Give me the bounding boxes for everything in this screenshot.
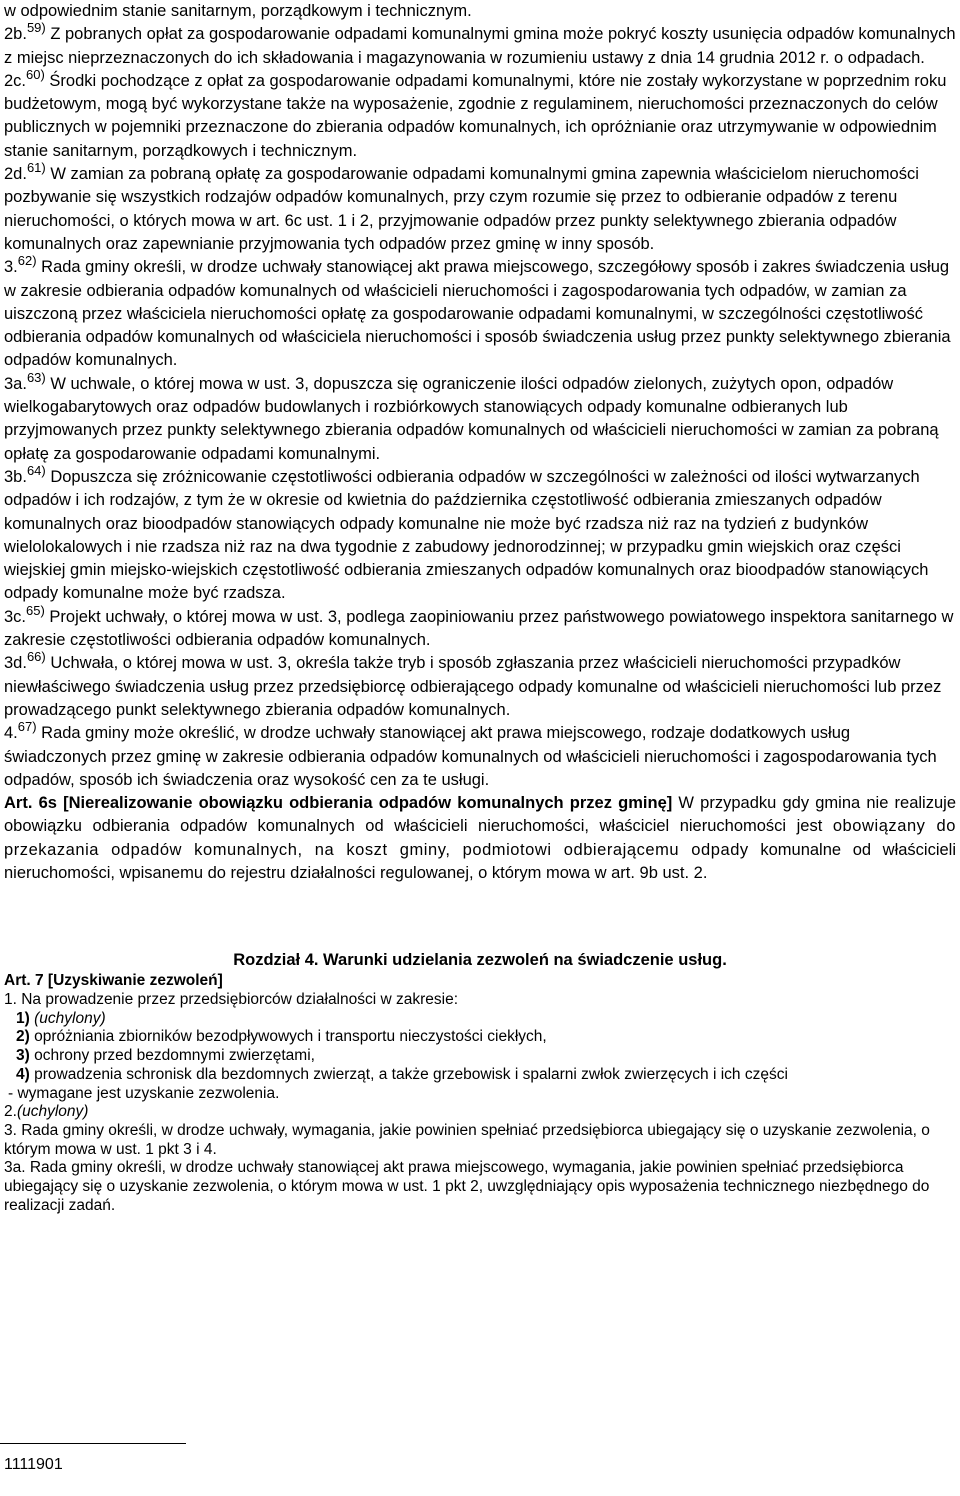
paragraph [4, 253, 956, 372]
article-6s-text-rest: komunalne od właścicieli nieruchomości, wpisanemu do rejestru działalności regulowanej, o którym mowa w art. 9b ust. 2. [4, 840, 957, 882]
paragraph-text: Rada gminy określi, w drodze uchwały stanowiącej akt prawa miejscowego, szczegółowy sposób i zakres świadczenia usług w zakresie odbierania odpadów komunalnych od właścicieli nieruchomości i zagospodarowania tych odpadów, w zamian za uiszczoną przez właściciela nieruchomości opłatę za gospodarowanie odpadami komunalnymi, w szczególności częstotliwość odbierania odpadów komunalnych od właściciela nieruchomości i sposób świadczenia usług przez punkty selektywnego zbierania odpadów komunalnych. [4, 258, 951, 370]
article-6s [4, 792, 956, 885]
footnote-ref: 61) [26, 160, 46, 176]
paragraph-number: 3d. [4, 654, 27, 673]
paragraph [4, 160, 956, 256]
article-7-paragraph-3: 3. Rada gminy określi, w drodze uchwały, wymagania, jakie powinien spełniać przedsiębiorca ubiegający się o uzyskanie zezwolenia, o którym mowa w ust. 1 pkt 3 i 4. [4, 1121, 930, 1158]
list-item-number: 3) [16, 1047, 30, 1065]
list-item-number: 2) [16, 1028, 30, 1046]
article-7-required: - wymagane jest uzyskanie zezwolenia. [8, 1084, 280, 1102]
paragraph-number: 2d. [4, 165, 27, 184]
article-7-paragraph-2-num: 2. [4, 1103, 17, 1121]
paragraph [4, 369, 956, 466]
article-6s-text-spaced: obowiązany do przekazania odpadów komunalnych, na koszt gminy, podmiotowi odbierającemu odpady [4, 817, 956, 859]
footnote-ref: 63) [26, 369, 46, 385]
article-6s-text-first: W przypadku gdy gmina nie realizuje obowiązku odbierania odpadów komunalnych od właścicieli nieruchomości, właściciel nieruchomości jest [4, 794, 956, 836]
list-item [4, 1066, 956, 1085]
paragraph-list [4, 20, 956, 792]
article-7-paragraph-2 [4, 1103, 956, 1122]
footnote-ref: 65) [26, 602, 45, 618]
footnote-ref: 60) [26, 66, 45, 82]
list-item [4, 1047, 956, 1066]
paragraph [4, 649, 956, 722]
paragraph [4, 602, 956, 653]
paragraph-number: 3. [4, 258, 18, 277]
paragraph-text: Rada gminy może określić, w drodze uchwały stanowiącej akt prawa miejscowego, rodzaje dodatkowych usług świadczonych przez gminę w zakresie odbierania odpadów komunalnych od właścicieli nieruchomości i zagospodarowania tych odpadów, sposób ich świadczenia oraz wysokość cen za te usługi. [4, 724, 937, 789]
list-item [4, 1028, 956, 1047]
footnote-ref: 62) [17, 253, 37, 269]
list-item-text: (uchylony) [34, 1009, 106, 1027]
paragraph-number: 4. [4, 724, 18, 743]
footer-rule [0, 1443, 186, 1444]
article-7-paragraph-3a: 3a. Rada gminy określi, w drodze uchwały stanowiącej akt prawa miejscowego, wymagania, jakie powinien spełniać przedsiębiorca ubiegający się o uzyskanie zezwolenia, o którym mowa w ust. 1 pkt 2, uwzględniający opis wyposażenia technicznego niezbędnego do realizacji zadań. [4, 1159, 930, 1214]
article-7-title: Art. 7 [Uzyskiwanie zezwoleń] [4, 972, 223, 990]
list-item-number: 1) [16, 1009, 30, 1027]
paragraph [4, 20, 956, 70]
paragraph-text: W uchwale, o której mowa w ust. 3, dopuszcza się ograniczenie ilości odpadów zielonych, zużytych opon, odpadów wielkogabarytowych oraz odpadów budowlanych i rozbiórkowych stanowiących odpady komunalne odbieranych lub przyjmowanych przez punkty selektywnego zbierania odpadów komunalnych od właścicieli nieruchomości w zamian za pobraną opłatę za gospodarowanie odpadami komunalnymi. [4, 374, 939, 463]
footnote-ref: 66) [26, 649, 46, 665]
paragraph [4, 66, 956, 163]
list-item-number: 4) [16, 1065, 30, 1083]
paragraph [4, 719, 956, 792]
paragraph [4, 462, 956, 606]
paragraph-number: 3b. [4, 467, 27, 486]
list-item [4, 1010, 956, 1029]
article-7-paragraph-1: 1. Na prowadzenie przez przedsiębiorców działalności w zakresie: [4, 990, 459, 1008]
document-page [4, 0, 956, 1215]
footnote-ref: 64) [26, 462, 46, 478]
footnote-ref: 67) [17, 719, 37, 735]
paragraph-text: Środki pochodzące z opłat za gospodarowanie odpadami komunalnymi, które nie zostały wykorzystane w poprzednim roku budżetowym, mogą być wykorzystane także na wyposażenie, zgodnie z regulaminem, nieruchomości przeznaczonych do celów publicznych w pojemniki przeznaczone do zbierania odpadów komunalnych, ich opróżnianie oraz utrzymywanie w odpowiednim stanie sanitarnym, porządkowych i technicznym. [4, 71, 947, 160]
paragraph-text: Uchwała, o której mowa w ust. 3, określa także tryb i sposób zgłaszania przez właścicieli nieruchomości przypadków niewłaściwego świadczenia usług przez przedsiębiorcę odbierającego odpady komunalne od właścicieli nieruchomości lub przez prowadzącego punkt selektywnego zbierania odpadów komunalnych. [4, 654, 942, 719]
footnote-ref: 59) [26, 20, 46, 36]
paragraph-text: Z pobranych opłat za gospodarowanie odpadami komunalnymi gmina może pokryć koszty usunięcia odpadów komunalnych z miejsc nieprzeznaczonych do ich składowania i magazynowania w rozumieniu ustawy z dnia 14 grudnia 2012 r. o odpadach. [4, 25, 956, 67]
list-item-text: ochrony przed bezdomnymi zwierzętami, [34, 1047, 315, 1065]
article-7-item-list [4, 1010, 956, 1085]
paragraph-number: 3c. [4, 607, 27, 626]
article-7-paragraph-2-text: (uchylony) [16, 1103, 89, 1121]
paragraph-text: Projekt uchwały, o której mowa w ust. 3, podlega zaopiniowaniu przez państwowego powiatowego inspektora sanitarnego w zakresie częstotliwości odbierania odpadów komunalnych. [4, 607, 954, 650]
paragraph-number: 2b. [4, 25, 27, 44]
fragment-top: w odpowiednim stanie sanitarnym, porządkowym i technicznym. [4, 2, 472, 20]
paragraph-number: 3a. [4, 374, 27, 393]
chapter-heading: Rozdział 4. Warunki udzielania zezwoleń na świadczenie usług. [233, 951, 727, 970]
list-item-text: opróżniania zbiorników bezodpływowych i transportu nieczystości ciekłych, [34, 1028, 547, 1046]
paragraph-text: W zamian za pobraną opłatę za gospodarowanie odpadami komunalnymi gmina zapewnia właścicielom nieruchomości pozbywanie się wszystkich rodzajów odpadów komunalnych, przy czym rozumie się przez to odbieranie odpadów z terenu nieruchomości, o których mowa w art. 6c ust. 1 i 2, przyjmowanie odpadów przez punkty selektywnego zbierania odpadów komunalnych oraz zapewnianie przyjmowania tych odpadów przez gminę w inny sposób. [4, 165, 919, 253]
paragraph-number: 2c. [4, 71, 27, 90]
footer-document-id: 1111901 [4, 1456, 63, 1473]
paragraph-text: Dopuszcza się zróżnicowanie częstotliwości odbierania odpadów w szczególności w zależności od ilości wytwarzanych odpadów i ich rodzajów, z tym że w okresie od kwietnia do października częstotliwość odbierania zmieszanych odpadów komunalnych oraz bioodpadów stanowiących odpady komunalne nie może być rzadsza niż raz na tydzień z budynków wielolokalowych i nie rzadsza niż raz na dwa tygodnie z zabudowy jednorodzinnej; w przypadku gmin wiejskich oraz części wiejskiej gmin miejsko-wiejskich częstotliwość odbierania zmieszanych odpadów komunalnych oraz bioodpadów stanowiących odpady komunalne może być rzadsza. [4, 467, 929, 603]
article-6s-title: Art. 6s [Nierealizowanie obowiązku odbierania odpadów komunalnych przez gminę] [4, 794, 673, 813]
list-item-text: prowadzenia schronisk dla bezdomnych zwierząt, a także grzebowisk i spalarni zwłok zwierzęcych i ich części [34, 1065, 788, 1083]
